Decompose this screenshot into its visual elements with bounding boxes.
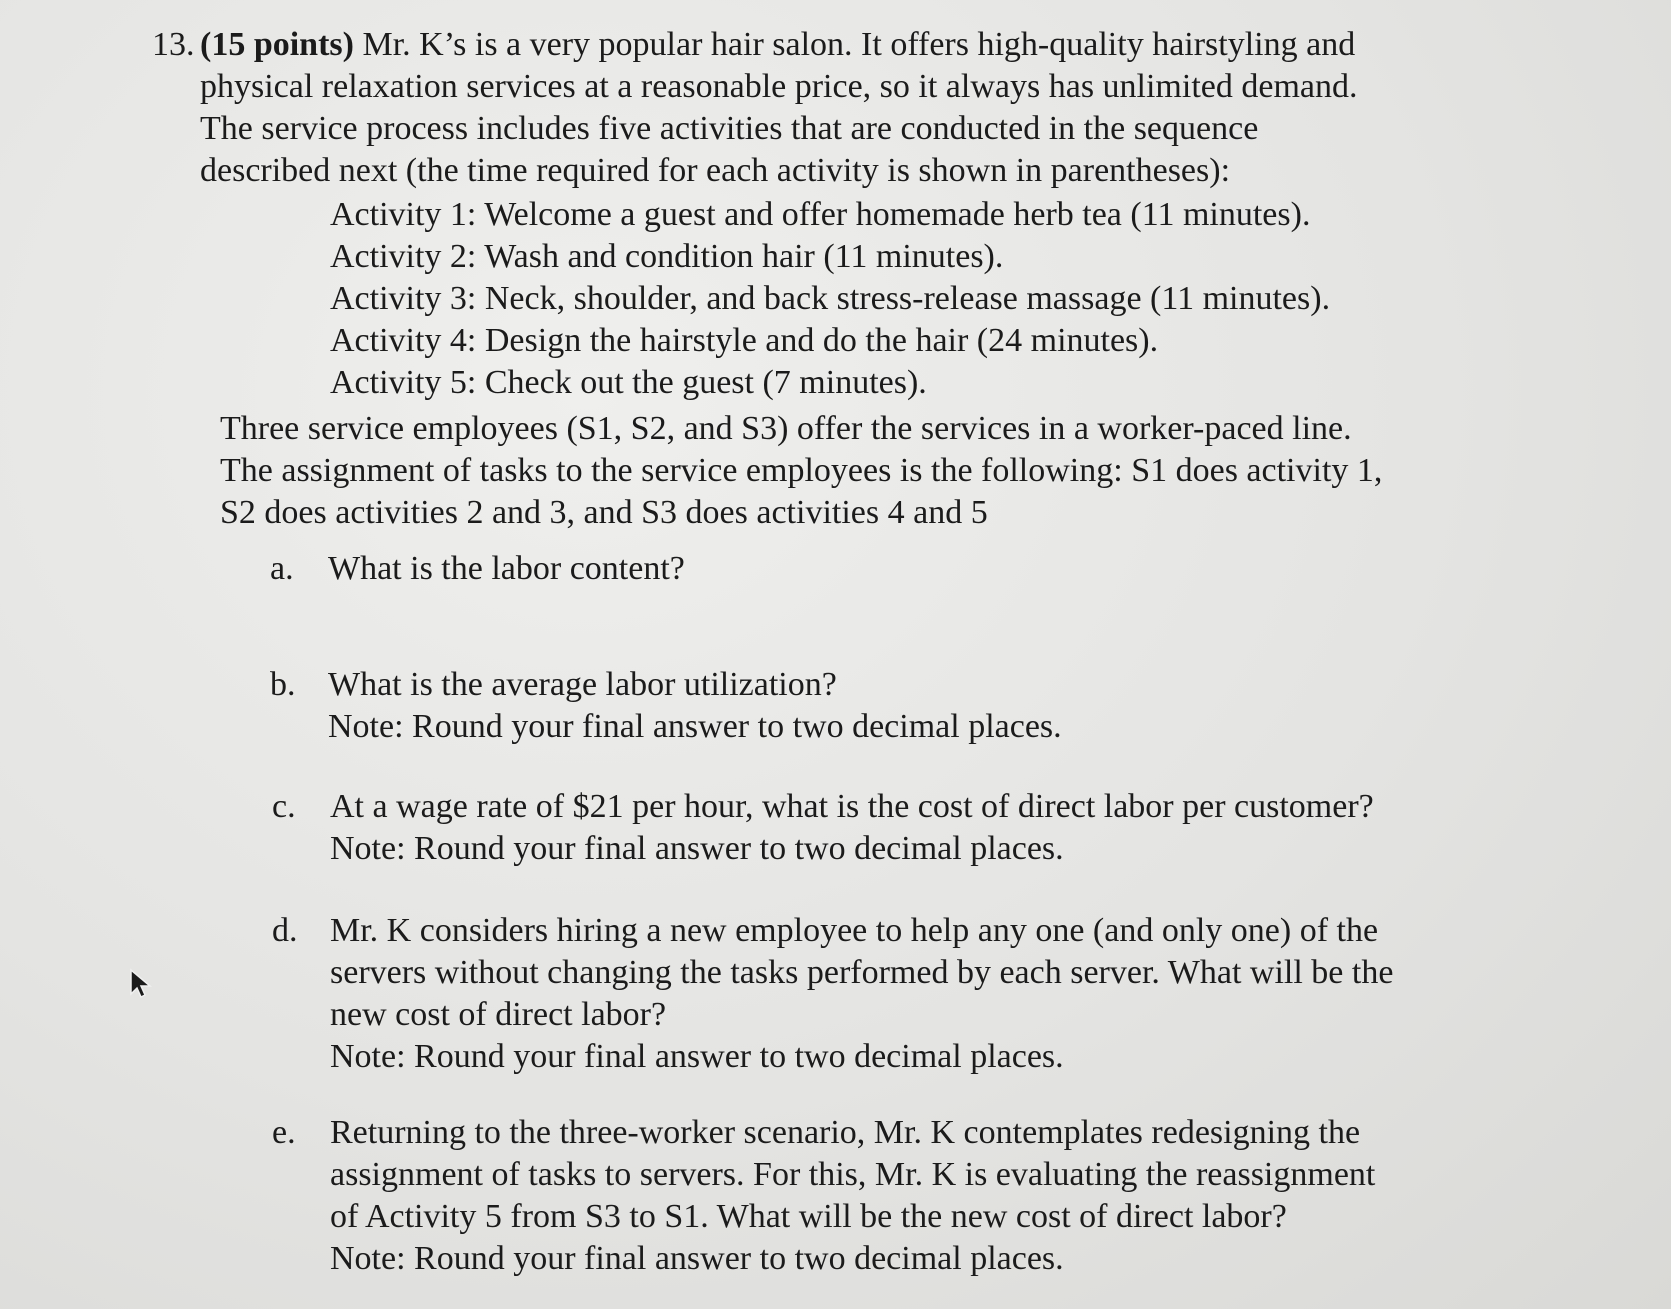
part-letter: a. bbox=[270, 550, 294, 587]
question-intro bbox=[200, 24, 1358, 192]
employee-line: S2 does activities 2 and 3, and S3 does activities 4 and 5 bbox=[220, 494, 988, 531]
activity-list bbox=[330, 194, 1330, 404]
employee-assignment bbox=[220, 408, 1382, 534]
intro-line bbox=[200, 24, 1358, 66]
activity-item: Activity 2: Wash and condition hair (11 minutes). bbox=[330, 238, 1004, 275]
part-line: of Activity 5 from S3 to S1. What will be the new cost of direct labor? bbox=[330, 1198, 1287, 1235]
part-line: servers without changing the tasks performed by each server. What will be the bbox=[330, 954, 1394, 991]
part-body bbox=[328, 548, 685, 590]
employee-line: Three service employees (S1, S2, and S3) offer the services in a worker-paced line. bbox=[220, 410, 1352, 447]
part-body bbox=[328, 664, 1062, 748]
activity-item: Activity 1: Welcome a guest and offer homemade herb tea (11 minutes). bbox=[330, 196, 1311, 233]
intro-line: described next (the time required for each activity is shown in parentheses): bbox=[200, 152, 1231, 189]
question-number-text: 13. bbox=[152, 26, 195, 63]
part-line: What is the labor content? bbox=[328, 550, 685, 587]
part-line: assignment of tasks to servers. For this, Mr. K is evaluating the reassignment bbox=[330, 1156, 1376, 1193]
part-line: Mr. K considers hiring a new employee to help any one (and only one) of the bbox=[330, 912, 1379, 949]
question-number bbox=[152, 24, 195, 66]
intro-line-text: Mr. K’s is a very popular hair salon. It offers high-quality hairstyling and bbox=[362, 26, 1356, 63]
part-letter: d. bbox=[272, 912, 298, 949]
part-line: At a wage rate of $21 per hour, what is the cost of direct labor per customer? bbox=[330, 788, 1374, 825]
activity-item: Activity 4: Design the hairstyle and do the hair (24 minutes). bbox=[330, 322, 1159, 359]
part-line: Note: Round your final answer to two decimal places. bbox=[330, 1240, 1064, 1277]
part-body bbox=[330, 910, 1393, 1078]
mouse-pointer-icon bbox=[128, 968, 154, 998]
part-line: Note: Round your final answer to two decimal places. bbox=[330, 830, 1064, 867]
question-points: (15 points) bbox=[200, 26, 354, 63]
activity-item: Activity 5: Check out the guest (7 minutes). bbox=[330, 364, 927, 401]
part-body bbox=[330, 786, 1374, 870]
activity-item: Activity 3: Neck, shoulder, and back stress-release massage (11 minutes). bbox=[330, 280, 1331, 317]
part-line: Note: Round your final answer to two decimal places. bbox=[330, 1038, 1064, 1075]
part-line: Returning to the three-worker scenario, Mr. K contemplates redesigning the bbox=[330, 1114, 1361, 1151]
part-line: What is the average labor utilization? bbox=[328, 666, 837, 703]
part-letter: c. bbox=[272, 788, 296, 825]
part-line: new cost of direct labor? bbox=[330, 996, 667, 1033]
part-letter: e. bbox=[272, 1114, 296, 1151]
part-body bbox=[330, 1112, 1375, 1280]
employee-line: The assignment of tasks to the service employees is the following: S1 does activity 1, bbox=[220, 452, 1383, 489]
intro-line: physical relaxation services at a reasonable price, so it always has unlimited demand. bbox=[200, 68, 1358, 105]
part-line: Note: Round your final answer to two decimal places. bbox=[328, 708, 1062, 745]
intro-line: The service process includes five activities that are conducted in the sequence bbox=[200, 110, 1259, 147]
part-letter: b. bbox=[270, 666, 296, 703]
